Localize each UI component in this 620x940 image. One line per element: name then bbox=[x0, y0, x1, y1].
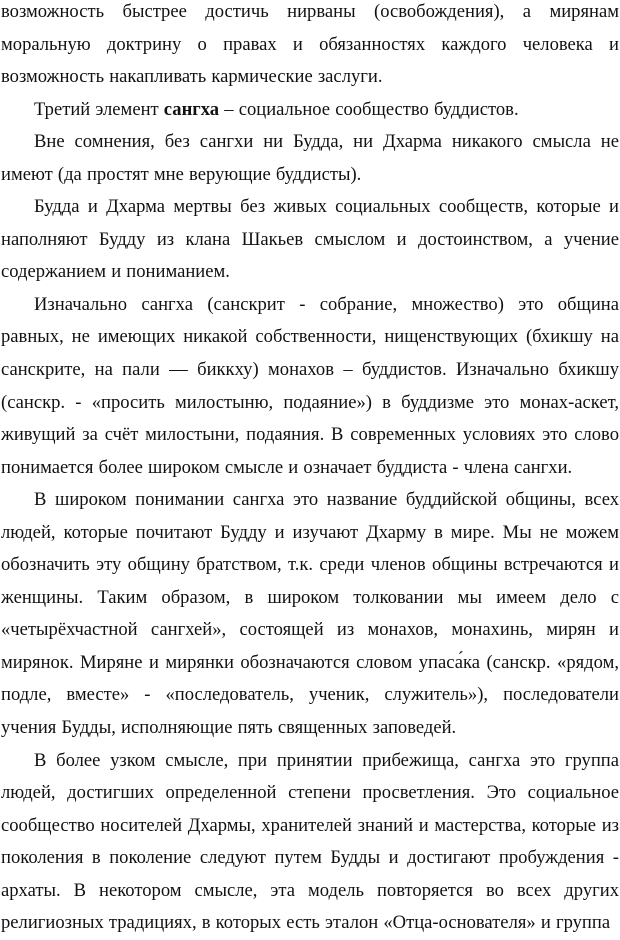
paragraph-without-sangha: Вне сомнения, без сангхи ни Будда, ни Дхарма никакого смысла не имеют (да простят мне верующие буддисты). bbox=[1, 131, 619, 185]
paragraph-sangha-definition-lead: Третий элемент bbox=[34, 98, 164, 120]
paragraph-continuation: возможность быстрее достичь нирваны (освобождения), а мирянам моральную доктрину о правах и обязанностях каждого человека и возможность накапливать кармические заслуги. bbox=[1, 1, 619, 88]
paragraph-origin-of-sangha: Изначально сангха (санскрит - собрание, множество) это община равных, не имеющих никакой собственности, нищенствующих (бхикшу на санскрите, на пали — биккху) монахов – буддистов. Изначально бхикшу (санскр. - «просить милостыню, подаяние») в буддизме это монах-аскет, живущий за счёт милостыни, подаяния. В современных условиях это слово понимается более широком смысле и означает буддиста - члена сангхи. bbox=[1, 293, 619, 478]
paragraph-narrow-meaning: В более узком смысле, при принятии прибежища, сангха это группа людей, достигших определенной степени просветления. Это социальное сообщество носителей Дхармы, хранителей знаний и мастерства, которые из поколения в поколение следуют путем Будды и достигают пробуждения - архаты. В некотором смысле, эта модель повторяется во всех других религиозных традициях, в которых есть эталон «Отца-основателя» и группа bbox=[1, 749, 619, 934]
paragraph-buddha-dharma: Будда и Дхарма мертвы без живых социальных сообществ, которые и наполняют Будду из клана Шакьев смыслом и достоинством, а учение содержанием и пониманием. bbox=[1, 196, 619, 283]
paragraph-broad-meaning: В широком понимании сангха это название буддийской общины, всех людей, которые почитают Будду и изучают Дхарму в мире. Мы не можем обозначить эту общину братством, т.к. среди членов общины встречаются и женщины. Таким образом, в широком толковании мы имеем дело с «четырёхчастной сангхей», состоящей из монахов, монахинь, мирян и мирянок. Миряне и мирянки обозначаются словом упаса́ка (санскр. «рядом, подле, вместе» - «последователь, ученик, служитель»), последователи учения Будды, исполняющие пять священных заповедей. bbox=[1, 489, 619, 739]
text-column bbox=[1, 0, 619, 940]
term-sangha: сангха bbox=[163, 98, 220, 120]
paragraph-sangha-definition bbox=[1, 94, 619, 127]
paragraph-sangha-definition-tail: – социальное сообщество буддистов. bbox=[219, 98, 519, 120]
